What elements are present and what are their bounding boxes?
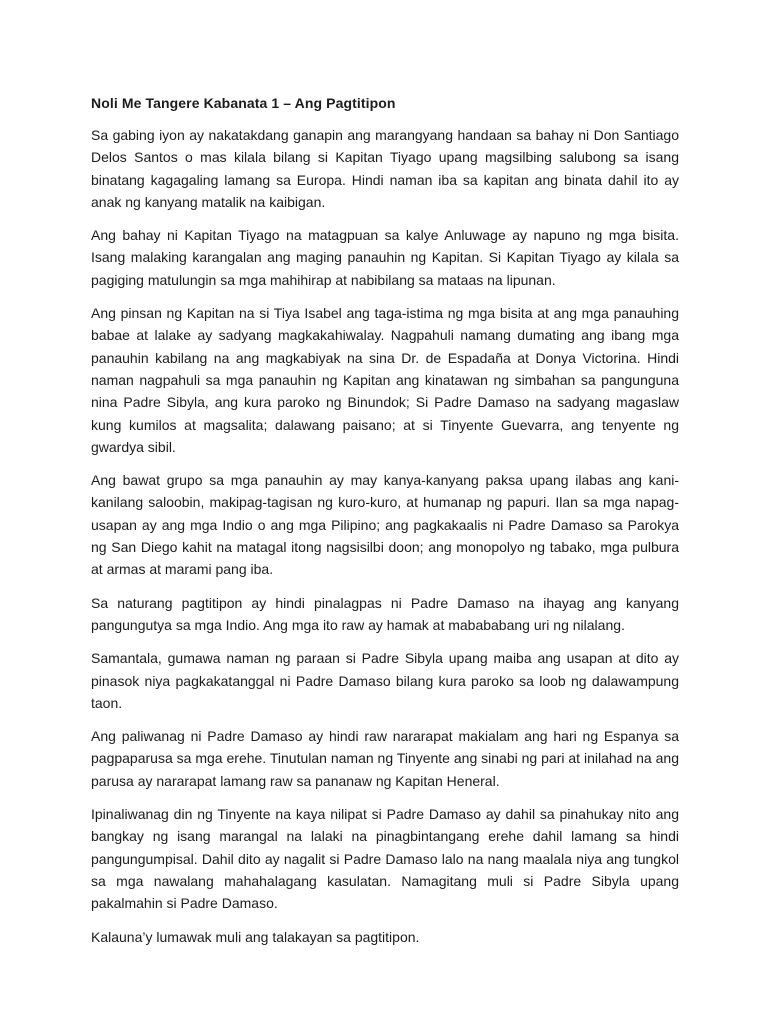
document-title: Noli Me Tangere Kabanata 1 – Ang Pagtitipon: [91, 95, 396, 111]
paragraph-5: Sa naturang pagtitipon ay hindi pinalagpas ni Padre Damaso na ihayag ang kanyang pangungutya sa mga Indio. Ang mga ito raw ay hamak at mabababang uri ng nilalang.: [91, 594, 679, 633]
paragraph-3: Ang pinsan ng Kapitan na si Tiya Isabel ang taga-istima ng mga bisita at ang mga panauhing babae at lalake ay sadyang magkakahiwalay. Nagpahuli namang dumating ang ibang mga panauhin kabilang na ang magkabiyak na sina Dr. de Espadaña at Donya Victorina. Hindi naman nagpahuli sa mga panauhin ng Kapitan ang kinatawan ng simbahan sa pangunguna nina Padre Sibyla, ang kura paroko ng Binundok; Si Padre Damaso na sadyang magaslaw kung kumilos at magsalita; dalawang paisano; at si Tinyente Guevarra, ang tenyente ng gwardya sibil.: [91, 305, 679, 455]
paragraph-4: Ang bawat grupo sa mga panauhin ay may kanya-kanyang paksa upang ilabas ang kani-kanilang saloobin, makipag-tagisan ng kuro-kuro, at humanap ng papuri. Ilan sa mga napag-usapan ay ang mga Indio o ang mga Pilipino; ang pagkakaalis ni Padre Damaso sa Parokya ng San Diego kahit na matagal itong nagsisilbi doon; ang monopolyo ng tabako, mga pulbura at armas at marami pang iba.: [91, 472, 679, 578]
paragraph-8: Ipinaliwanag din ng Tinyente na kaya nilipat si Padre Damaso ay dahil sa pinahukay nito ang bangkay ng isang marangal na lalaki na pinagbintangang erehe dahil lamang sa hindi pangungumpisal. Dahil dito ay nagalit si Padre Damaso lalo na nang maalala niya ang tungkol sa mga nawalang mahahalagang kasulatan. Namagitang muli si Padre Sibyla upang pakalmahin si Padre Damaso.: [91, 806, 679, 912]
paragraph-2: Ang bahay ni Kapitan Tiyago na matagpuan sa kalye Anluwage ay napuno ng mga bisita. Isang malaking karangalan ang maging panauhin ng Kapitan. Si Kapitan Tiyago ay kilala sa pagiging matulungin sa mga mahihirap at nabibilang sa mataas na lipunan.: [91, 227, 679, 288]
paragraph-9: Kalauna’y lumawak muli ang talakayan sa pagtitipon.: [91, 928, 420, 945]
paragraph-7: Ang paliwanag ni Padre Damaso ay hindi raw nararapat makialam ang hari ng Espanya sa pagpaparusa sa mga erehe. Tinutulan naman ng Tinyente ang sinabi ng pari at inilahad na ang parusa ay nararapat lamang raw sa pananaw ng Kapitan Heneral.: [91, 728, 679, 789]
paragraph-1: Sa gabing iyon ay nakatakdang ganapin ang marangyang handaan sa bahay ni Don Santiago Delos Santos o mas kilala bilang si Kapitan Tiyago upang magsilbing salubong sa isang binatang kagagaling lamang sa Europa. Hindi naman iba sa kapitan ang binata dahil ito ay anak ng kanyang matalik na kaibigan.: [91, 127, 679, 210]
paragraph-6: Samantala, gumawa naman ng paraan si Padre Sibyla upang maiba ang usapan at dito ay pinasok niya pagkakatanggal ni Padre Damaso bilang kura paroko sa loob ng dalawampung taon.: [91, 650, 679, 711]
